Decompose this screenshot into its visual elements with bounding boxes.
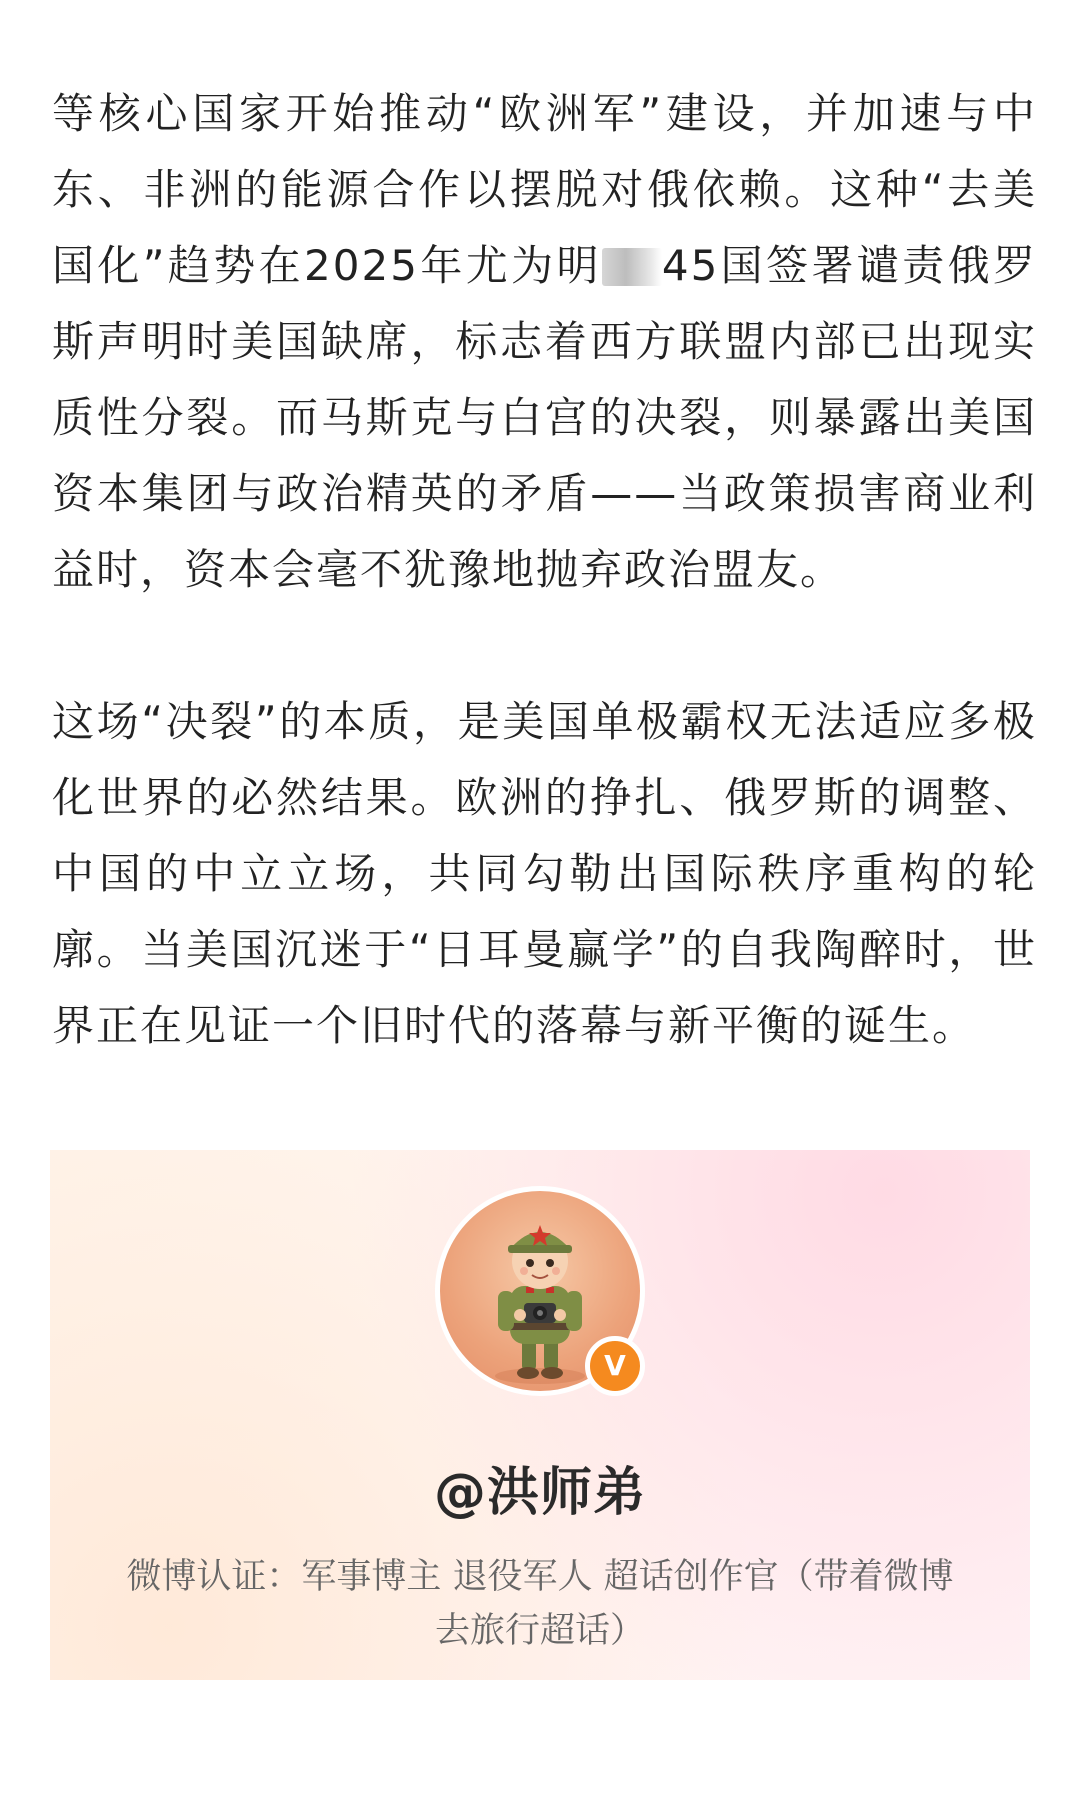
article-paragraph	[52, 76, 1037, 608]
article-body	[52, 76, 1037, 1064]
paragraph-text: 等核心国家开始推动“欧洲军”建设，并加速与中东、非洲的能源合作以摆脱对俄依赖。这种“去美国化”趋势在2025年尤为明	[52, 89, 1037, 290]
article-paragraph: 这场“决裂”的本质，是美国单极霸权无法适应多极化世界的必然结果。欧洲的挣扎、俄罗斯的调整、中国的中立立场，共同勾勒出国际秩序重构的轮廓。当美国沉迷于“日耳曼赢学”的自我陶醉时，世界正在见证一个旧时代的落幕与新平衡的诞生。	[52, 697, 1037, 1050]
avatar-container[interactable]	[435, 1186, 645, 1396]
weibo-certification: 微博认证：军事博主 退役军人 超话创作官（带着微博去旅行超话）	[126, 1557, 954, 1651]
verified-badge-icon: V	[585, 1336, 645, 1396]
redacted-text-mark	[602, 248, 662, 286]
author-username[interactable]: @洪师弟	[433, 1463, 646, 1523]
paragraph-text: 45国签署谴责俄罗斯声明时美国缺席，标志着西方联盟内部已出现实质性分裂。而马斯克与白宫的决裂，则暴露出美国资本集团与政治精英的矛盾——当政策损害商业利益时，资本会毫不犹豫地抛弃政治盟友。	[52, 241, 1037, 594]
author-card[interactable]	[50, 1150, 1030, 1680]
